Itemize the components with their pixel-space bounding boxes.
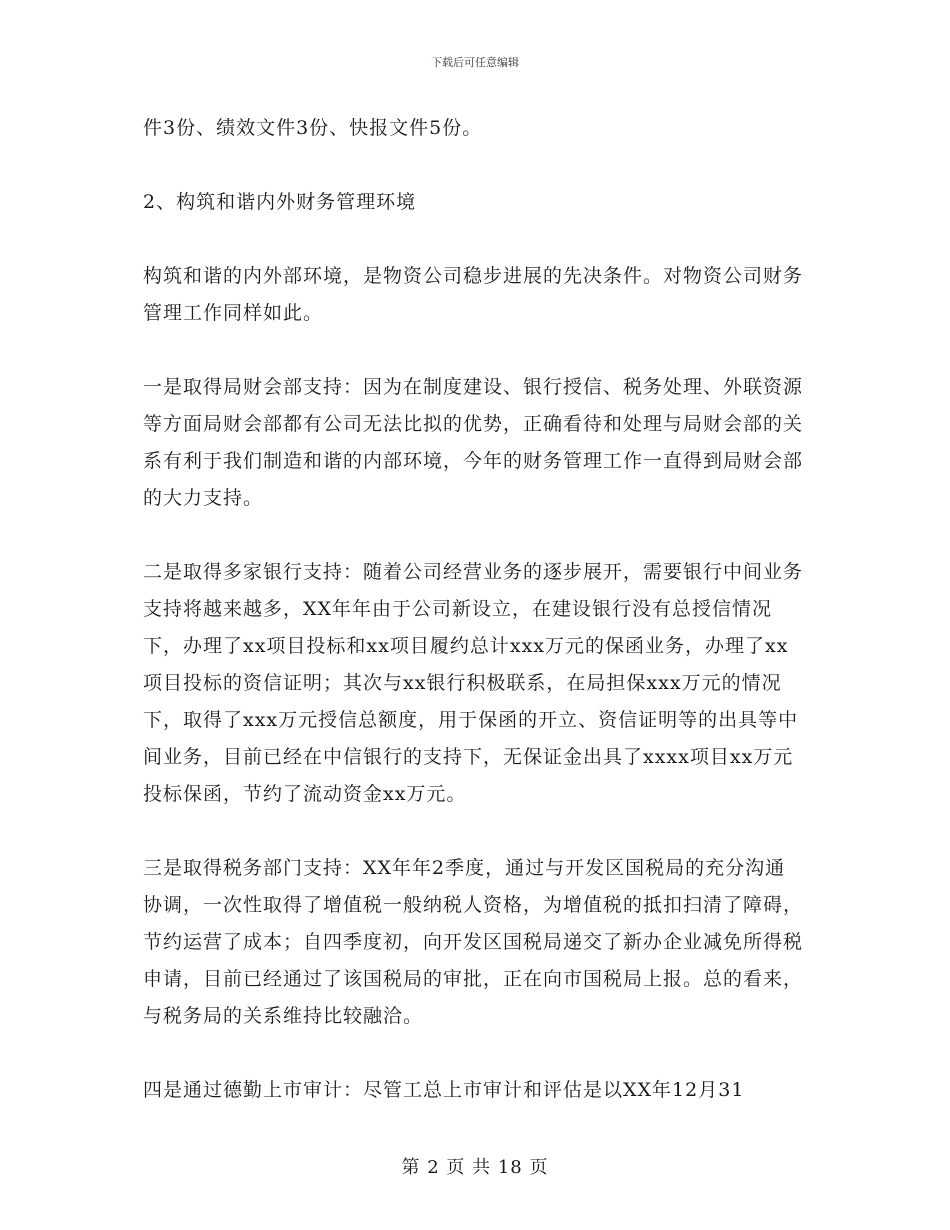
paragraph-banks: 二是取得多家银行支持：随着公司经营业务的逐步展开，需要银行中间业务支持将越来越多，XX年年由于公司新设立，在建设银行没有总授信情况下，办理了xx项目投标和xx项目履约总计xxx万元的保函业务，办理了xx项目投标的资信证明；其次与xx银行积极联系，在局担保xxx万元的情况下，取得了xxx万元授信总额度，用于保函的开立、资信证明等的出具等中间业务，目前已经在中信银行的支持下，无保证金出具了xxxx项目xx万元投标保函，节约了流动资金xx万元。 <box>143 561 804 805</box>
paragraph-finance-dept: 一是取得局财会部支持：因为在制度建设、银行授信、税务处理、外联资源等方面局财会部都有公司无法比拟的优势，正确看待和处理与局财会部的关系有利于我们制造和谐的内部环境，今年的财务管理工作一直得到局财会部的大力支持。 <box>143 376 804 509</box>
paragraph-1: 件3份、绩效文件3份、快报文件5份。 <box>143 117 483 139</box>
section-heading: 2、构筑和谐内外财务管理环境 <box>143 191 417 213</box>
header-note: 下载后可任意编辑 <box>431 56 519 69</box>
page-number: 第 2 页 共 18 页 <box>401 1157 549 1178</box>
document-body <box>143 110 803 1146</box>
paragraph-intro: 构筑和谐的内外部环境，是物资公司稳步进展的先决条件。对物资公司财务管理工作同样如此。 <box>143 265 804 324</box>
paragraph-audit: 四是通过德勤上市审计：尽管工总上市审计和评估是以XX年12月31 <box>143 1079 745 1101</box>
paragraph-tax: 三是取得税务部门支持：XX年年2季度，通过与开发区国税局的充分沟通协调，一次性取得了增值税一般纳税人资格，为增值税的抵扣扫清了障碍，节约运营了成本；自四季度初，向开发区国税局递交了新办企业减免所得税申请，目前已经通过了该国税局的审批，正在向市国税局上报。总的看来，与税务局的关系维持比较融洽。 <box>143 857 804 1027</box>
